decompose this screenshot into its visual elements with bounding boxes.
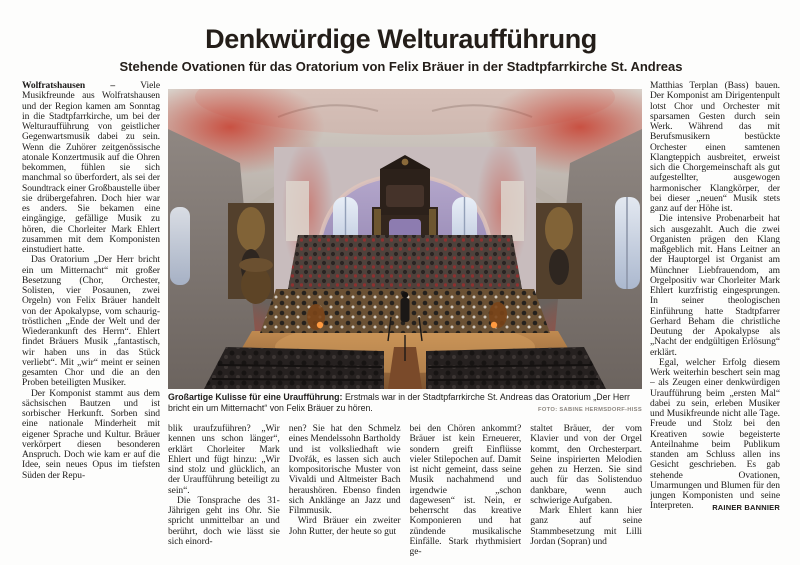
article-title: Denkwürdige Welturaufführung: [205, 24, 597, 54]
church-photo-illustration: [168, 89, 642, 389]
paragraph: Die intensive Probenarbeit hat sich ausgezahlt. Auch die zwei Organisten prägen den Klang maßgeblich mit. Hans Leitner an der Hauptorgel ist Organist am Münchner Liebfrauendom, am Orgelpositiv war Chorleiter Mark Ehlert kurzfristig eingesprungen. In seiner theologischen Einführung hatte Stadtpfarrer Gerhard Beham die christliche Deutung der Apokalypse als „Nacht der endgültigen Erlösung“ erklärt.: [650, 214, 780, 358]
middle-section: [168, 81, 642, 560]
text-column-4: [410, 424, 522, 560]
author-byline: RAINER BANNIER: [712, 502, 780, 512]
text-column-6: [650, 81, 780, 565]
article-subtitle: Stehende Ovationen für das Oratorium von Felix Bräuer in der Stadtpfarrkirche St. Andreas: [119, 59, 683, 74]
paragraph: Die Tonsprache des 31-Jährigen geht ins Ohr. Sie spricht unmittelbar an und berührt, doch wie lässt sie sich einord-: [168, 495, 280, 547]
paragraph: nen? Sie hat den Schmelz eines Mendelssohn Bartholdy und ist volksliedhaft wie Dvořák, es lassen sich auch kompositorische Muster von Vivaldi und Altmeister Bach heraushören. Ebenso finden sich Anklänge an Jazz und Filmmusik.: [288, 424, 401, 516]
paragraph: bei den Chören ankommt? Bräuer ist kein Erneuerer, sondern greift Einflüsse vieler Stilepochen auf. Damit ist nicht gemeint, dass seine Musik nachahmend und irgendwie „schon dagewesen“ ist. Nein, er beherrscht das kreative Komponieren und hat zündende musikalische Einfälle. Stark rhythmisiert ge-: [409, 424, 522, 557]
paragraph: staltet Bräuer, der vom Klavier und von der Orgel kommt, den Orchesterpart. Seine inspirierten Melodien gehen zu Herzen. Sie sind auch für das Solistenduo dankbare, wenn auch schwierige Aufgaben.: [530, 424, 642, 506]
paragraph: Das Oratorium „Der Herr bricht ein um Mitternacht“ mit großer Besetzung (Chor, Orchester, Solisten, vier Posaunen, zwei Orgeln) von Felix Bräuer handelt von der Apokalypse, vom schaurig-tröstlichen „Ende der Welt und der Wiederankunft des Herrn“. Ehlert findet Bräuers Musik „fantastisch, wir haben uns in das Stück verliebt“. Mit „wir“ meint er seinen gesamten Chor und die an den Proben beteiligten Musiker.: [22, 255, 160, 389]
article-header: [22, 24, 780, 74]
paragraph: Mark Ehlert kann hier ganz auf seine Stammbesetzung mit Lilli Jordan (Sopran) und: [530, 506, 642, 547]
church-concert-photo: [168, 89, 642, 417]
caption-lead: Großartige Kulisse für eine Uraufführung:: [168, 392, 343, 402]
caption-text: Erstmals war in der Stadtpfarrkirche St. Andreas das Oratorium „Der Herr bricht ein um Mitternacht“ von Felix Bräuer zu hören.: [168, 392, 630, 413]
dateline: Wolfratshausen –: [22, 81, 141, 91]
photo-credit: FOTO: SABINE HERMSDORF-HISS: [538, 407, 642, 414]
article-body: [22, 81, 780, 565]
text-column-1: [22, 81, 160, 565]
paragraph: Matthias Terplan (Bass) bauen. Der Komponist am Dirigentenpult lotst Chor und Orchester mit sparsamen Gesten durch sein Werk. Während das mit Berufsmusikern bestückte Orchester einen samtenen Klangteppich ausbreitet, erweist sich die Chorgemeinschaft als gut aufgestellter, ausgewogen harmonischer Klangkörper, der bei dieser „neuen“ Musik stets ganz auf der Höhe ist.: [650, 81, 780, 214]
paragraph: blik uraufzuführen? „Wir kennen uns schon länger“, erklärt Chorleiter Mark Ehlert und fügt hinzu: „Wir sind stolz und glücklich, an der Uraufführung beteiligt zu sein“.: [168, 424, 280, 496]
text-column-3: [289, 424, 401, 560]
bottom-columns: [168, 424, 642, 560]
paragraph: Wird Bräuer ein zweiter John Rutter, der heute so gut: [288, 516, 401, 537]
paragraph: Wolfratshausen – Viele Musikfreunde aus Wolfratshausen und der Region kamen am Sonntag in die Stadtpfarrkirche, um bei der Welturaufführung von geistlicher Gegenwartsmusik dabei zu sein. Wenn die Zuhörer zeitgenössische atonale Konzertmusik auf die Ohren bekommen, fühlen sie sich manchmal so überfordert, als sei der Soundtrack einer Großbaustelle über sie drübergefahren. Doch hier war es anders. Sie bekamen eine eingängige, gefällige Musik zu hören, die Chorleiter Mark Ehlert zusammen mit dem Komponisten einstudiert hatte.: [22, 81, 160, 255]
paragraph: Der Komponist stammt aus dem sächsischen Bautzen und ist sorbischer Herkunft. Sorben sind eine nationale Minderheit mit eigener Sprache und Kultur. Bräuer verkörpert diesen besonderen Anspruch. Doch wie kam er auf die Idee, sein neues Opus im tiefsten Süden der Repu-: [22, 388, 160, 481]
text-column-2: [168, 424, 280, 560]
photo-caption: [168, 392, 642, 417]
text-column-5: [530, 424, 642, 560]
photo-frame: [168, 89, 642, 389]
choir: [288, 235, 522, 289]
paragraph: Egal, welcher Erfolg diesem Werk weiterhin beschert sein mag – als Zeugen einer denkwürdigen Uraufführung beim „ersten Mal“ dabei zu sein, erleben Musiker und Musikfreunde nicht alle Tage. Freude und Stolz bei den Kreativen sowie begeisterte Anteilnahme beim Publikum standen am Schluss allen ins Gesicht geschrieben. Es gab stehende Ovationen, Umarmungen und Blumen für den jungen Komponisten und seine Interpreten. RAINER BANNIER: [650, 357, 780, 512]
